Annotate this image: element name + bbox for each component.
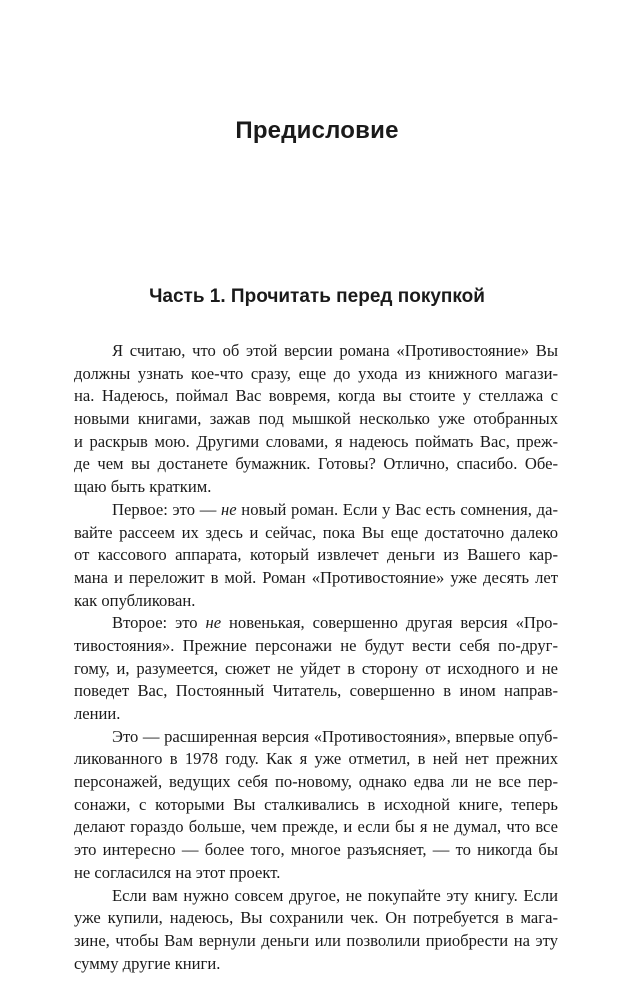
text-line: как опубликован. (74, 590, 196, 610)
text-line: Первое: это — не новый роман. Если у Вас есть сомнения, да- (112, 499, 558, 519)
text-line: Если вам нужно совсем другое, не покупайте эту книгу. Если (112, 885, 558, 905)
text-line: тивостояния». Прежние персонажи не будут вести себя по-друг- (74, 635, 558, 655)
text-line: Это — расширенная версия «Противостояния», впервые опуб- (112, 726, 558, 746)
text-line: и раскрыв мою. Другими словами, я надеюсь поймать Вас, преж- (74, 431, 558, 451)
text-line: от кассового аппарата, который извлечет деньги из Вашего кар- (74, 545, 558, 565)
body-text (74, 340, 558, 975)
text-line: лении. (74, 704, 121, 723)
text-line: новыми книгами, зажав под мышкой несколько уже отобранных (74, 409, 558, 429)
paragraph (74, 340, 558, 499)
text-line: щаю быть кратким. (74, 477, 212, 497)
paragraph (74, 885, 558, 976)
text-line: гому, и, разумеется, сюжет не уйдет в сторону от исходного и не (74, 658, 558, 678)
text-line: делают гораздо больше, чем прежде, и если бы я не думал, что все (74, 817, 558, 837)
paragraph (74, 612, 558, 725)
text-line: это интересно — более того, многое разъясняет, — то никогда бы (74, 840, 558, 860)
text-line: на. Надеюсь, поймал Вас вовремя, когда вы стоите у стеллажа с (74, 386, 558, 406)
text-line: зине, чтобы Вам вернули деньги или позволили приобрести на эту (74, 930, 558, 950)
text-line: вайте рассеем их здесь и сейчас, пока Вы еще достаточно далеко (74, 522, 558, 542)
section-title: Часть 1. Прочитать перед покупкой (149, 286, 485, 307)
text-line: персонажей, ведущих себя по-новому, однако едва ли не все пер- (74, 772, 558, 792)
text-line: ликованного в 1978 году. Как я уже отметил, в ней нет прежних (74, 749, 558, 769)
text-line: не согласился на этот проект. (74, 862, 281, 882)
text-line: Второе: это не новенькая, совершенно другая версия «Про- (112, 613, 558, 633)
text-line: уже купили, надеюсь, Вы сохранили чек. Он потребуется в мага- (74, 908, 558, 928)
text-line: должны узнать кое-что сразу, еще до ухода из книжного магази- (74, 363, 558, 383)
text-line: поведет Вас, Постоянный Читатель, совершенно в ином направ- (74, 681, 558, 701)
text-line: де чем вы достанете бумажник. Готовы? Отлично, спасибо. Обе- (74, 454, 558, 474)
text-line: сонажи, с которыми Вы сталкивались в исходной книге, теперь (74, 794, 558, 814)
paragraph (74, 499, 558, 612)
text-line: сумму другие книги. (74, 953, 221, 973)
text-line: Я считаю, что об этой версии романа «Противостояние» Вы (112, 341, 558, 360)
chapter-title: Предисловие (235, 117, 399, 144)
paragraph (74, 726, 558, 885)
text-line: мана и переложит в мой. Роман «Противостояние» уже десять лет (74, 567, 558, 587)
